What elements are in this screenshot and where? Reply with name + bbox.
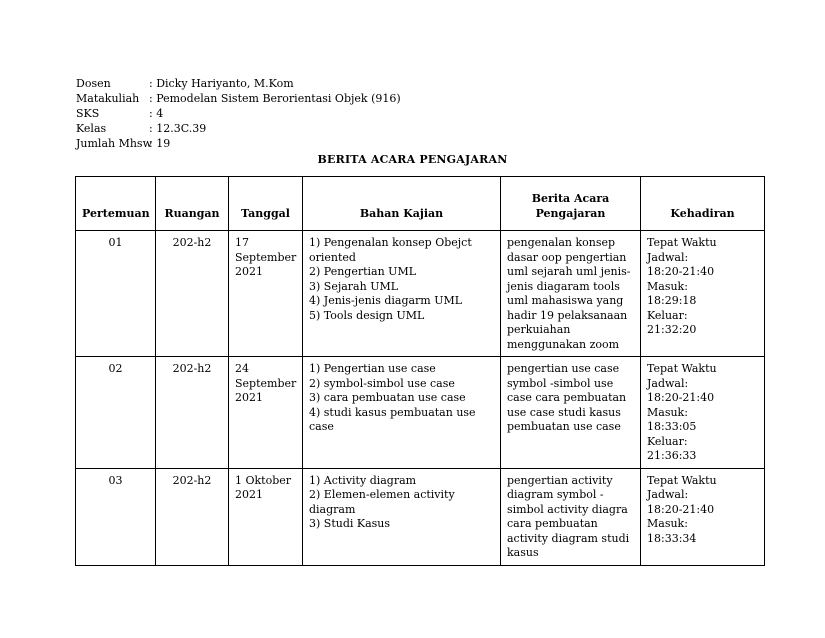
- sks-label: SKS: [76, 107, 100, 120]
- kehadiran-line: Keluar:: [647, 434, 688, 448]
- header-berita-acara: Berita Acara Pengajaran: [501, 177, 641, 231]
- table-row: [76, 357, 765, 469]
- kehadiran-line: 21:32:20: [647, 323, 697, 336]
- kehadiran-line: 18:33:05: [647, 420, 697, 433]
- kehadiran-line: 18:33:34: [647, 531, 697, 545]
- kehadiran-line: Masuk:: [647, 517, 688, 530]
- jumlah-mhsw-value: : 19: [149, 137, 171, 150]
- cell-bahan-kajian: [303, 357, 501, 469]
- info-row-kelas: [76, 121, 401, 136]
- bahan-item: 1) Pengertian use case: [309, 362, 436, 375]
- bahan-item: 1) Pengenalan konsep Obejct oriented: [309, 236, 472, 264]
- course-info: [76, 76, 401, 151]
- cell-berita-acara: pengenalan konsep dasar oop pengertian uml sejarah uml jenis-jenis diagaram tools uml mahasiswa yang hadir 19 pelaksanaan perkuiahan menggunakan zoom: [501, 231, 641, 357]
- sks-value: : 4: [149, 107, 164, 120]
- table-header-row: [76, 177, 765, 231]
- bahan-item: 3) Sejarah UML: [309, 279, 399, 293]
- info-row-jumlah-mhsw: [76, 136, 401, 151]
- header-tanggal: Tanggal: [229, 177, 303, 231]
- kehadiran-line: Tepat Waktu: [647, 473, 717, 487]
- kehadiran-line: Jadwal:: [647, 488, 689, 501]
- cell-ruangan: 202-h2: [156, 357, 229, 469]
- table-row: [76, 468, 765, 565]
- dosen-label: Dosen: [76, 77, 111, 90]
- info-row-sks: [76, 106, 401, 121]
- cell-tanggal: 24 September 2021: [229, 357, 303, 469]
- kehadiran-line: 18:20-21:40: [647, 391, 715, 404]
- cell-tanggal: 17 September 2021: [229, 231, 303, 357]
- kehadiran-line: Tepat Waktu: [647, 362, 717, 375]
- matakuliah-label: Matakuliah: [76, 92, 140, 105]
- kehadiran-line: Keluar:: [647, 308, 688, 322]
- cell-pertemuan: 01: [76, 231, 156, 357]
- cell-tanggal: 1 Oktober 2021: [229, 468, 303, 565]
- berita-acara-table: [75, 176, 765, 566]
- bahan-item: 2) symbol-simbol use case: [309, 376, 455, 390]
- bahan-item: 2) Elemen-elemen activity diagram: [309, 488, 455, 516]
- kehadiran-line: Masuk:: [647, 405, 688, 419]
- jumlah-mhsw-label: Jumlah Mhsw: [76, 137, 152, 150]
- cell-berita-acara: pengertian use case symbol -simbol use case cara pembuatan use case studi kasus pembuatan use case: [501, 357, 641, 469]
- bahan-item: 1) Activity diagram: [309, 473, 417, 487]
- info-row-dosen: [76, 76, 401, 91]
- bahan-item: 3) cara pembuatan use case: [309, 391, 466, 404]
- kehadiran-line: 18:20-21:40: [647, 502, 715, 516]
- header-ruangan: Ruangan: [156, 177, 229, 231]
- cell-bahan-kajian: [303, 468, 501, 565]
- cell-kehadiran: [641, 468, 765, 565]
- matakuliah-value: : Pemodelan Sistem Berorientasi Objek (916): [149, 92, 401, 105]
- header-kehadiran: Kehadiran: [641, 177, 765, 231]
- cell-kehadiran: [641, 231, 765, 357]
- bahan-item: 3) Studi Kasus: [309, 517, 391, 530]
- kehadiran-line: Jadwal:: [647, 376, 689, 390]
- header-pertemuan: Pertemuan: [76, 177, 156, 231]
- kehadiran-line: Tepat Waktu: [647, 236, 717, 249]
- cell-berita-acara: pengertian activity diagram symbol -simbol activity diagra cara pembuatan activity diagram studi kasus: [501, 468, 641, 565]
- info-row-matakuliah: [76, 91, 401, 106]
- table-row: [76, 231, 765, 357]
- kehadiran-line: Jadwal:: [647, 250, 689, 264]
- cell-ruangan: 202-h2: [156, 468, 229, 565]
- page-title: BERITA ACARA PENGAJARAN: [317, 153, 508, 166]
- cell-pertemuan: 03: [76, 468, 156, 565]
- cell-ruangan: 202-h2: [156, 231, 229, 357]
- dosen-value: : Dicky Hariyanto, M.Kom: [149, 77, 294, 90]
- bahan-item: 5) Tools design UML: [309, 308, 425, 322]
- cell-bahan-kajian: [303, 231, 501, 357]
- kelas-value: : 12.3C.39: [149, 122, 207, 135]
- kehadiran-line: Masuk:: [647, 279, 688, 293]
- bahan-item: 4) studi kasus pembuatan use case: [309, 405, 476, 433]
- kelas-label: Kelas: [76, 122, 107, 135]
- kehadiran-line: 21:36:33: [647, 449, 697, 462]
- cell-pertemuan: 02: [76, 357, 156, 469]
- kehadiran-line: 18:29:18: [647, 294, 697, 307]
- bahan-item: 2) Pengertian UML: [309, 265, 417, 278]
- header-bahan-kajian: Bahan Kajian: [303, 177, 501, 231]
- bahan-item: 4) Jenis-jenis diagarm UML: [309, 294, 463, 307]
- cell-kehadiran: [641, 357, 765, 469]
- kehadiran-line: 18:20-21:40: [647, 265, 715, 278]
